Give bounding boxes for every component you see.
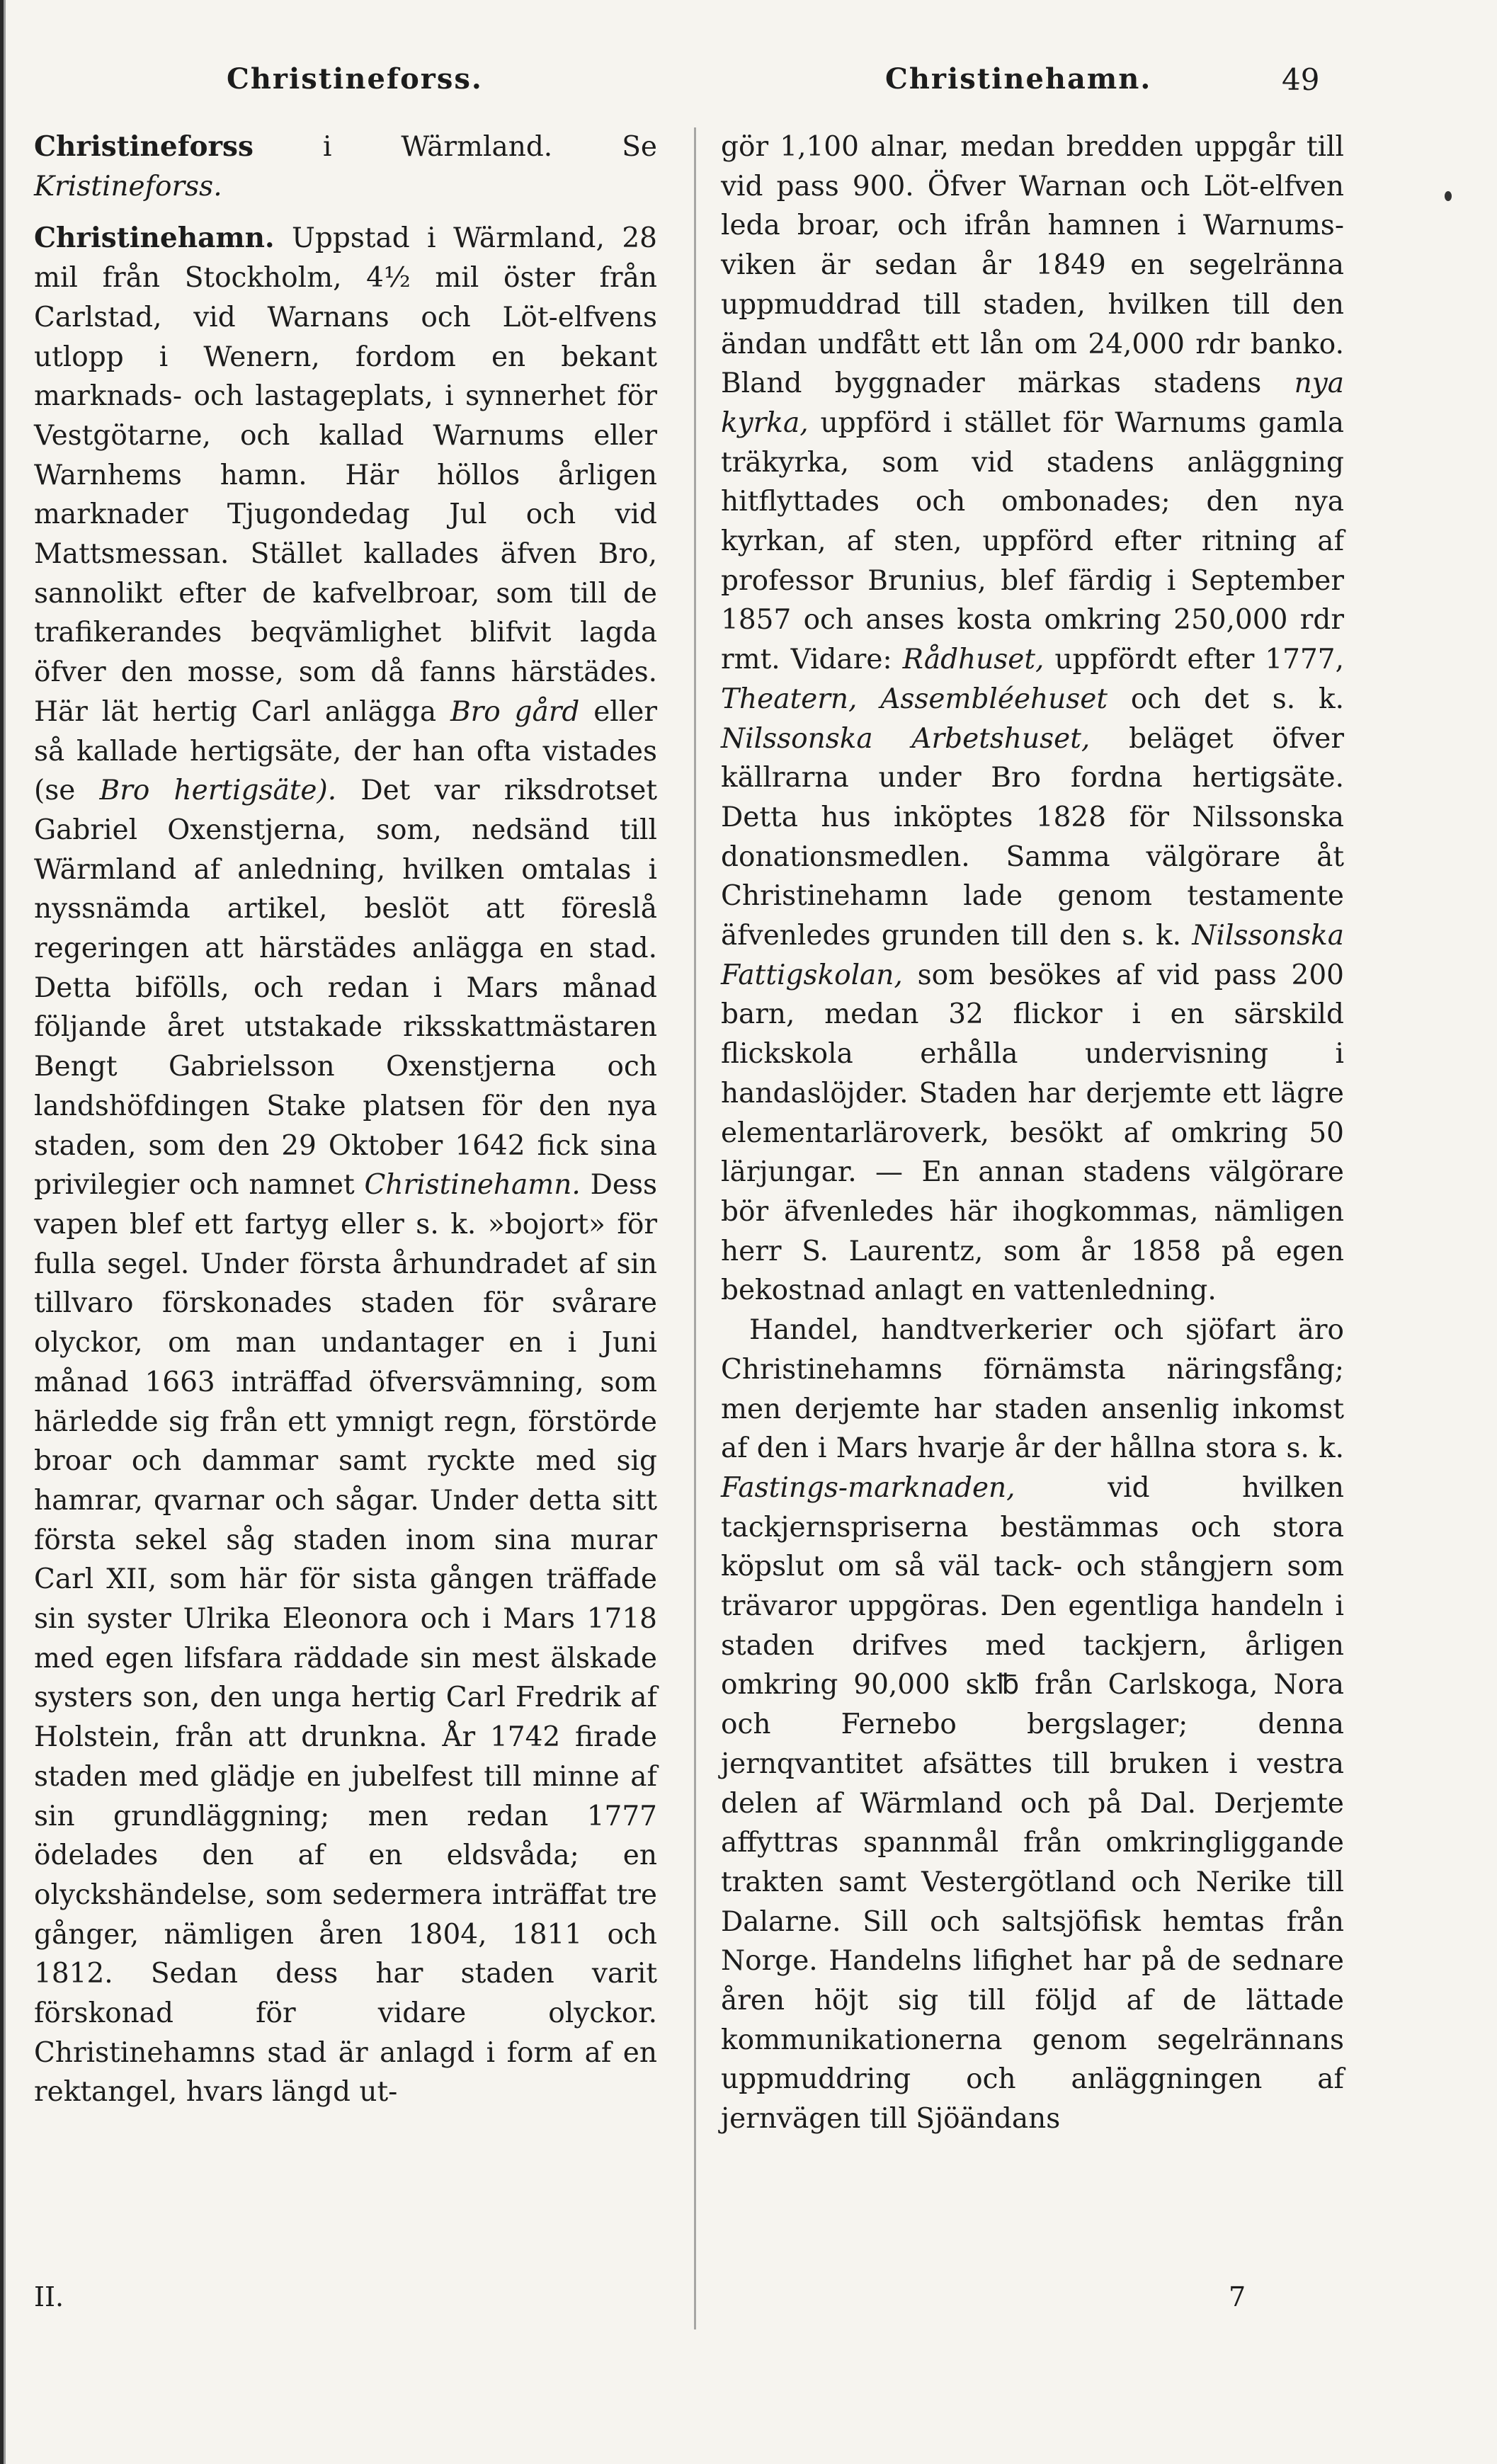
- signature-mark-right: 7: [1229, 2281, 1246, 2312]
- emphasis: Nilssonska Fattigskolan,: [721, 920, 1344, 991]
- paragraph-text: uppfördt efter 1777,: [1044, 644, 1344, 676]
- entry-christineforss: [34, 127, 657, 206]
- paragraph-text: beläget öfver källrarna under Bro fordna hertigsäte. Detta hus inköptes 1828 för Nilssonska donationsmedlen. Samma välgörare åt Christinehamn lade genom testamente äfvenledes grunden till den s. k.: [721, 722, 1345, 952]
- emphasis: nya kyrka,: [721, 367, 1344, 439]
- right-column: [721, 127, 1344, 2139]
- entry-text: i Wärmland. Se: [253, 131, 657, 163]
- column-rule: [694, 127, 696, 2329]
- emphasis: Rådhuset,: [902, 644, 1045, 676]
- paragraph-text: Handel, handtverkerier och sjöfart äro Christinehamns förnämsta näringsfång; men derjemte har staden ansenlig inkomst af den i Mars hvarje år der hållna stora s. k.: [721, 1314, 1344, 1465]
- ink-blot: [1445, 191, 1452, 201]
- entry-text: Det var riksdrotset Gabriel Oxenstjerna, som, nedsänd till Wärmland af anledning, hvilken omtalas i nyssnämda artikel, beslöt att föreslå regeringen att härstädes anlägga en stad. Detta bifölls, och redan i Mars månad följande året utstakade riksskattmästaren Bengt Gabrielsson Oxenstjerna och landshöfdingen Stake platsen för den nya staden, som den 29 Oktober 1642 fick sina privilegier och namnet: [34, 775, 657, 1202]
- entry-headword: Christinehamn.: [34, 222, 275, 255]
- emphasis: Christinehamn.: [364, 1169, 581, 1202]
- paragraph-text: som besökes af vid pass 200 barn, medan 32 flickor i en särskild flickskola erhålla undervisning i handaslöjder. Staden har derjemte ett lägre elementarläroverk, besökt af omkring 50 lärjungar. — En annan stadens välgörare bör äfvenledes här ihogkommas, nämligen herr S. Laurentz, som år 1858 på egen bekostnad anlagt en vattenledning.: [721, 959, 1344, 1307]
- paragraph-text: gör 1,100 alnar, medan bredden uppgår till vid pass 900. Öfver Warnan och Löt-elfven leda broar, och ifrån hamnen i Warnums-viken är sedan år 1849 en segelränna uppmuddrad till staden, hvilken till den ändan undfått ett lån om 24,000 rdr banko. Bland byggnader märkas stadens: [721, 131, 1344, 400]
- entry-text: Uppstad i Wärmland, 28 mil från Stockholm, 4½ mil öster från Carlstad, vid Warnans och Löt-elfvens utlopp i Wenern, fordom en bekant marknads- och lastageplats, i synnerhet för Vestgötarne, och kallad Warnums eller Warnhems hamn. Här höllos årligen marknader Tjugondedag Jul och vid Mattsmessan. Stället kallades äfven Bro, sannolikt efter de kafvelbroar, som till de trafikerandes beqvämlighet blifvit lagda öfver den mosse, som då fanns härstädes. Här lät hertig Carl anlägga: [34, 222, 657, 728]
- emphasis: Fastings-marknaden,: [721, 1471, 1015, 1504]
- entry-text: eller så kallade hertigsäte, der han ofta vistades (se: [34, 695, 657, 807]
- page-binding-edge: [0, 0, 8, 2464]
- emphasis: Theatern, Assembléehuset: [721, 683, 1108, 715]
- paragraph-text: vid hvilken tackjernspriserna bestämmas och stora köpslut om så väl tack- och stångjern som trävaror uppgöras. Den egentliga handeln i staden drifves med tackjern, årligen omkring 90,000 sk℔ från Carlskoga, Nora och Fernebo bergslager; denna jernqvantitet afsättes till bruken i vestra delen af Wärmland och på Dal. Derjemte affyttras spannmål från omkringliggande trakten samt Vestergötland och Nerike till Dalarne. Sill och saltsjöfisk hemtas från Norge. Handelns lifighet har på de sednare åren höjt sig till följd af de lättade kommunikationerna genom segelrännans uppmuddring och anläggningen af jernvägen till Sjöändans: [721, 1471, 1344, 2135]
- entry-christinehamn: [34, 219, 657, 2112]
- entry-headword: Christineforss: [34, 130, 254, 163]
- paragraph-text: uppförd i stället för Warnums gamla träkyrka, som vid stadens anläggning hitflyttades och ombonades; den nya kyrkan, af sten, uppförd efter ritning af professor Brunius, blef färdig i September 1857 och anses kosta omkring 250,000 rdr rmt. Vidare:: [721, 406, 1344, 676]
- running-header-right: Christinehamn.: [885, 62, 1152, 96]
- left-column: [34, 127, 657, 2112]
- running-header-left: Christineforss.: [227, 62, 483, 96]
- paragraph: [721, 1311, 1344, 2139]
- cross-reference: Kristineforss.: [34, 170, 222, 203]
- emphasis: Nilssonska Arbetshuset,: [721, 722, 1091, 755]
- page-number: 49: [1282, 62, 1320, 97]
- emphasis: Bro gård: [450, 695, 580, 728]
- paragraph-text: och det s. k.: [1108, 683, 1344, 715]
- entry-text: Dess vapen blef ett fartyg eller s. k. »bojort» för fulla segel. Under första århundradet af sin tillvaro förskonades staden för svårare olyckor, om man undantager en i Juni månad 1663 inträffad öfversvämning, som härledde sig från ett ymnigt regn, förstörde broar och dammar samt ryckte med sig hamrar, qvarnar och sågar. Under detta sitt första sekel såg staden inom sina murar Carl XII, som här för sista gången träffade sin syster Ulrika Eleonora och i Mars 1718 med egen lifsfara räddade sin mest älskade systers son, den unga hertig Carl Fredrik af Holstein, från att drunkna. År 1742 firade staden med glädje en jubelfest till minne af sin grundläggning; men redan 1777 ödelades den af en eldsvåda; en olyckshändelse, som sedermera inträffat tre gånger, nämligen åren 1804, 1811 och 1812. Sedan dess har staden varit förskonad för vidare olyckor. Christinehamns stad är anlagd i form af en rektangel, hvars längd ut-: [34, 1169, 657, 2109]
- emphasis: Bro hertigsäte).: [99, 775, 337, 807]
- signature-mark-left: II.: [34, 2281, 64, 2312]
- paragraph: [721, 127, 1344, 1311]
